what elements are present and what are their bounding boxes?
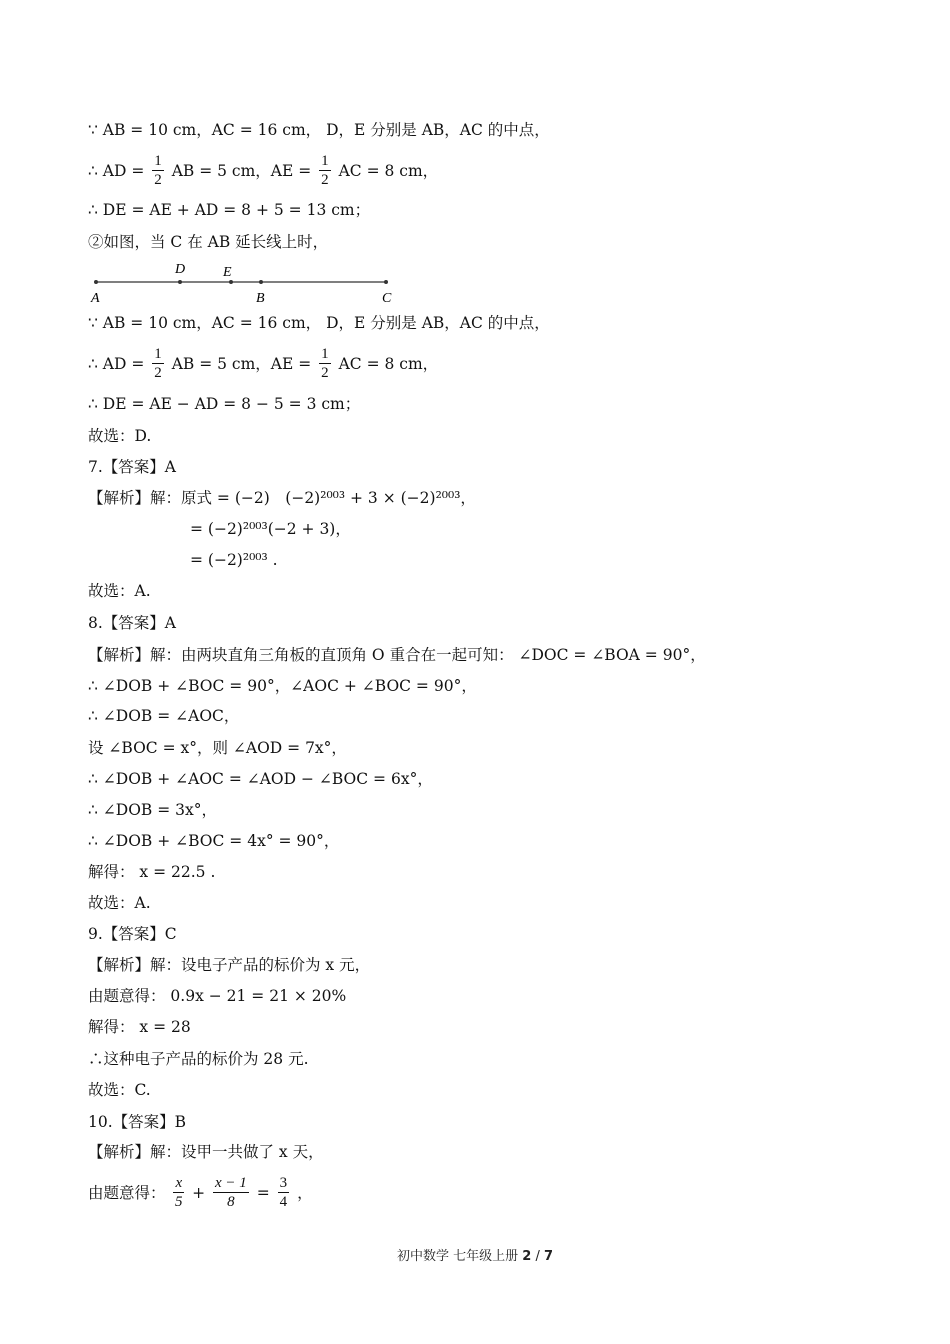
text-line: = (−2)²⁰⁰³(−2 + 3)， (190, 520, 351, 538)
text-line: ∴ ∠DOB = 3x°， (88, 801, 217, 819)
text-line: ∵ AB = 10 cm，AC = 16 cm， D，E 分别是 AB，AC 的中点， (88, 314, 550, 332)
point-d (178, 280, 182, 284)
text-line: ∴这种电子产品的标价为 28 元. (88, 1050, 309, 1068)
point-b (259, 280, 263, 284)
fraction-denominator: 2 (154, 172, 162, 188)
text-line: 由题意得： 0.9x − 21 = 21 × 20% (88, 987, 347, 1005)
text-line: ∴ ∠DOB = ∠AOC， (88, 707, 240, 725)
label-c: C (382, 291, 392, 306)
fraction-x-over-5 (173, 1174, 184, 1211)
text-line: 故选：C. (88, 1081, 151, 1099)
text-line: 故选：D. (88, 427, 152, 445)
text-line: ∴ DE = AE + AD = 8 + 5 = 13 cm； (88, 201, 371, 219)
text-segment: ， (297, 1183, 313, 1202)
fraction-numerator: 1 (321, 346, 329, 362)
text-line: 【解析】解：原式 = (−2) (−2)²⁰⁰³ + 3 × (−2)²⁰⁰³， (88, 489, 476, 507)
text-line: 解得： x = 22.5 . (88, 863, 216, 881)
fraction-x-minus-1-over-8 (213, 1174, 249, 1211)
text-line (88, 345, 438, 382)
text-segment: AB = 5 cm，AE = (171, 354, 312, 373)
text-line: 设 ∠BOC = x°，则 ∠AOD = 7x°， (88, 739, 347, 757)
text-line (88, 152, 438, 189)
text-line: ∴ ∠DOB + ∠AOC = ∠AOD − ∠BOC = 6x°， (88, 770, 433, 788)
fraction-half (152, 345, 164, 382)
fraction-half (152, 152, 164, 189)
fraction-3-over-4 (278, 1174, 290, 1211)
text-segment: = (256, 1183, 270, 1202)
fraction-numerator: 1 (154, 346, 162, 362)
text-line: ∴ DE = AE − AD = 8 − 5 = 3 cm； (88, 395, 361, 413)
text-segment: AC = 8 cm， (338, 354, 439, 373)
fraction-half (319, 152, 331, 189)
fraction-denominator: 5 (175, 1194, 183, 1210)
point-c (384, 280, 388, 284)
fraction-numerator: 3 (279, 1175, 288, 1191)
text-line: ∵ AB = 10 cm，AC = 16 cm， D，E 分别是 AB，AC 的中点， (88, 121, 550, 139)
label-d: D (175, 262, 186, 277)
fraction-denominator: 2 (154, 365, 162, 381)
fraction-denominator: 2 (321, 172, 329, 188)
fraction-denominator: 4 (279, 1194, 288, 1210)
fraction-numerator: x − 1 (215, 1175, 247, 1191)
point-e (229, 280, 233, 284)
answer-heading: 7.【答案】A (88, 458, 176, 476)
text-line: = (−2)²⁰⁰³ . (190, 551, 278, 569)
segment-figure (88, 260, 408, 308)
text-segment: ∴ AD = (88, 354, 145, 373)
fraction-numerator: 1 (154, 153, 162, 169)
label-a: A (91, 291, 100, 306)
answer-heading: 9.【答案】C (88, 925, 177, 943)
text-line (88, 1174, 313, 1211)
fraction-numerator: 1 (321, 153, 329, 169)
fraction-half (319, 345, 331, 382)
footer-separator: / (535, 1249, 540, 1264)
text-line: ∴ ∠DOB + ∠BOC = 4x° = 90°， (88, 832, 340, 850)
text-line: 故选：A. (88, 894, 151, 912)
text-segment: 由题意得： (88, 1183, 166, 1202)
footer-course: 初中数学 七年级上册 (396, 1249, 519, 1264)
text-line: 故选：A. (88, 582, 151, 600)
fraction-numerator: x (175, 1175, 183, 1191)
text-line: 【解析】解：设甲一共做了 x 天， (88, 1143, 324, 1161)
answer-heading: 10.【答案】B (88, 1113, 187, 1131)
text-segment: + (192, 1183, 206, 1202)
point-a (94, 280, 98, 284)
text-line: 【解析】解：由两块直角三角板的直顶角 O 重合在一起可知： ∠DOC = ∠BOA = 90°， (88, 646, 706, 664)
text-line: ②如图，当 C 在 AB 延长线上时， (88, 233, 329, 251)
footer-page-total: 7 (543, 1249, 554, 1264)
answer-heading: 8.【答案】A (88, 614, 176, 632)
label-e: E (223, 265, 232, 280)
text-segment: AB = 5 cm，AE = (171, 161, 312, 180)
text-line: ∴ ∠DOB + ∠BOC = 90°，∠AOC + ∠BOC = 90°， (88, 677, 477, 695)
footer-page-number: 2 (522, 1249, 532, 1264)
page-footer (0, 1245, 950, 1264)
fraction-denominator: 8 (227, 1194, 235, 1210)
fraction-denominator: 2 (321, 365, 329, 381)
text-line: 【解析】解：设电子产品的标价为 x 元， (88, 956, 371, 974)
label-b: B (256, 291, 265, 306)
text-segment: AC = 8 cm， (338, 161, 439, 180)
text-segment: ∴ AD = (88, 161, 145, 180)
text-line: 解得： x = 28 (88, 1018, 191, 1036)
